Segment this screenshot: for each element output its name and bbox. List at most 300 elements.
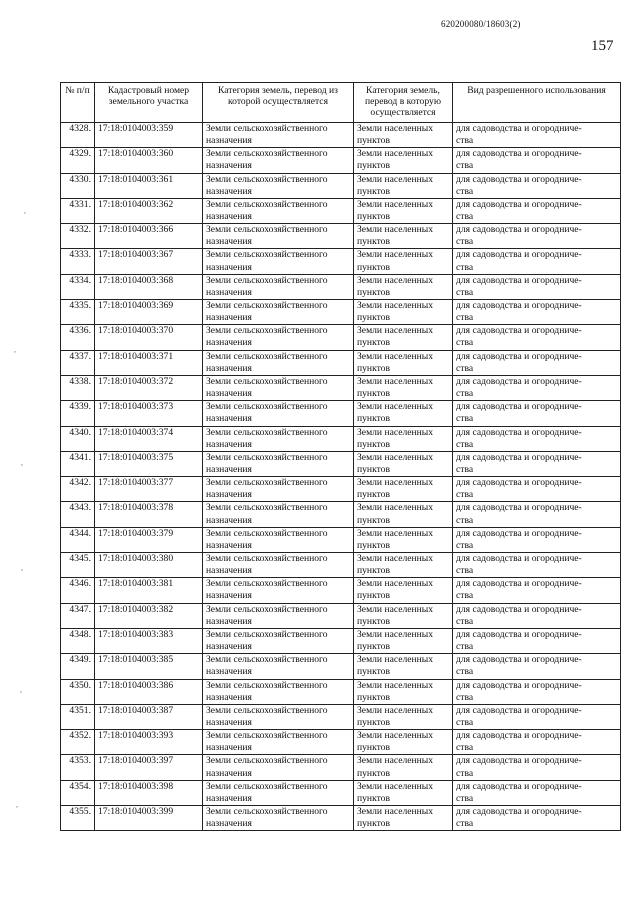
category-from-cell-text: назначения [206,590,252,602]
category-from-cell-text: назначения [206,818,252,830]
category-from-cell [203,123,354,148]
category-to-cell [354,375,453,400]
category-from-cell-text: назначения [206,236,252,248]
table-row [61,704,621,729]
cadastral-number-cell [95,274,203,299]
row-number-cell-text: 4342. [69,477,91,489]
category-to-cell [354,123,453,148]
category-from-cell [203,198,354,223]
category-from-cell [203,350,354,375]
permitted-use-cell-text: ства [456,337,474,349]
permitted-use-cell-text: для садоводства и огородниче- [456,173,582,185]
category-from-cell [203,224,354,249]
permitted-use-cell [453,148,621,173]
cadastral-number-cell [95,198,203,223]
cadastral-number-cell [95,603,203,628]
category-from-cell [203,274,354,299]
row-number-cell-text: 4328. [69,123,91,134]
category-to-cell-text: пунктов [357,261,390,273]
category-to-cell-text: пунктов [357,590,390,602]
category-from-cell-text: назначения [206,185,252,197]
row-number-cell-text: 4337. [69,350,91,362]
permitted-use-cell [453,578,621,603]
cadastral-number-cell-text: 17:18:0104003:380 [98,553,174,565]
row-number-cell [61,527,95,552]
row-number-cell-text: 4332. [69,224,91,236]
margin-mark: , [21,458,23,467]
table-row [61,578,621,603]
row-number-cell-text: 4334. [69,274,91,286]
permitted-use-cell-text: ства [456,312,474,324]
category-to-cell-text: пунктов [357,312,390,324]
table-row [61,426,621,451]
row-number-cell [61,224,95,249]
category-to-cell-text: пунктов [357,615,390,627]
cadastral-number-cell-text: 17:18:0104003:382 [98,603,174,615]
column-header-cadastral: Кадастровый номер земельного участка [95,83,203,123]
category-from-cell [203,755,354,780]
table-row [61,300,621,325]
cadastral-number-cell-text: 17:18:0104003:373 [98,401,174,413]
cadastral-number-cell-text: 17:18:0104003:399 [98,806,174,818]
row-number-cell [61,274,95,299]
row-number-cell-text: 4333. [69,249,91,261]
column-header-permitted-use: Вид разрешенного использования [453,83,621,123]
permitted-use-cell [453,375,621,400]
row-number-cell-text: 4351. [69,704,91,716]
permitted-use-cell [453,477,621,502]
category-from-cell-text: Земли сельскохозяйственного [206,224,328,236]
category-to-cell-text: Земли населенных [357,553,434,565]
category-from-cell [203,578,354,603]
row-number-cell-text: 4340. [69,426,91,438]
cadastral-number-cell-text: 17:18:0104003:385 [98,654,174,666]
category-from-cell-text: Земли сельскохозяйственного [206,375,328,387]
table-row [61,527,621,552]
permitted-use-cell-text: для садоводства и огородниче- [456,730,582,742]
category-from-cell-text: Земли сельскохозяйственного [206,755,328,767]
row-number-cell-text: 4352. [69,730,91,742]
category-to-cell-text: пунктов [357,438,390,450]
permitted-use-cell-text: для садоводства и огородниче- [456,249,582,261]
row-number-cell-text: 4344. [69,527,91,539]
margin-mark: , [16,800,18,809]
permitted-use-cell-text: для садоводства и огородниче- [456,224,582,236]
cadastral-number-cell-text: 17:18:0104003:360 [98,148,174,160]
row-number-cell [61,198,95,223]
row-number-cell [61,451,95,476]
row-number-cell [61,679,95,704]
permitted-use-cell-text: ства [456,565,474,577]
category-to-cell-text: Земли населенных [357,806,434,818]
category-to-cell-text: Земли населенных [357,679,434,691]
row-number-cell-text: 4350. [69,679,91,691]
category-to-cell-text: пунктов [357,691,390,703]
table-row [61,780,621,805]
row-number-cell [61,603,95,628]
category-to-cell-text: пунктов [357,286,390,298]
category-to-cell-text: пунктов [357,767,390,779]
category-from-cell-text: назначения [206,312,252,324]
permitted-use-cell-text: ства [456,438,474,450]
category-from-cell-text: назначения [206,666,252,678]
category-from-cell-text: назначения [206,792,252,804]
document-code: 620200080/18603(2) [441,19,521,29]
cadastral-number-cell-text: 17:18:0104003:398 [98,780,174,792]
category-to-cell-text: Земли населенных [357,477,434,489]
permitted-use-cell-text: для садоводства и огородниче- [456,325,582,337]
category-from-cell-text: назначения [206,691,252,703]
permitted-use-cell [453,806,621,831]
permitted-use-cell-text: ства [456,742,474,754]
permitted-use-cell [453,679,621,704]
permitted-use-cell [453,350,621,375]
category-to-cell-text: Земли населенных [357,527,434,539]
row-number-cell [61,654,95,679]
row-number-cell [61,123,95,148]
row-number-cell-text: 4353. [69,755,91,767]
category-to-cell-text: Земли населенных [357,704,434,716]
cadastral-number-cell-text: 17:18:0104003:366 [98,224,174,236]
category-from-cell [203,249,354,274]
category-from-cell [203,451,354,476]
permitted-use-cell-text: для садоводства и огородниче- [456,553,582,565]
category-from-cell-text: назначения [206,565,252,577]
permitted-use-cell-text: для садоводства и огородниче- [456,704,582,716]
category-from-cell-text: Земли сельскохозяйственного [206,401,328,413]
permitted-use-cell [453,755,621,780]
permitted-use-cell-text: для садоводства и огородниче- [456,806,582,818]
category-from-cell [203,375,354,400]
category-to-cell-text: Земли населенных [357,578,434,590]
category-to-cell [354,603,453,628]
table-row [61,806,621,831]
row-number-cell [61,325,95,350]
category-to-cell-text: Земли населенных [357,350,434,362]
category-from-cell-text: Земли сельскохозяйственного [206,300,328,312]
cadastral-number-cell-text: 17:18:0104003:375 [98,451,174,463]
cadastral-number-cell-text: 17:18:0104003:379 [98,527,174,539]
margin-mark: , [21,563,23,572]
category-from-cell-text: Земли сельскохозяйственного [206,274,328,286]
category-to-cell-text: Земли населенных [357,628,434,640]
category-from-cell-text: Земли сельскохозяйственного [206,806,328,818]
cadastral-number-cell [95,325,203,350]
category-from-cell [203,806,354,831]
permitted-use-cell-text: ства [456,641,474,653]
category-to-cell [354,679,453,704]
cadastral-number-cell-text: 17:18:0104003:378 [98,502,174,514]
category-from-cell-text: назначения [206,514,252,526]
row-number-cell-text: 4346. [69,578,91,590]
category-to-cell-text: Земли населенных [357,224,434,236]
permitted-use-cell [453,123,621,148]
permitted-use-cell-text: ства [456,210,474,222]
cadastral-number-cell-text: 17:18:0104003:361 [98,173,174,185]
category-to-cell [354,198,453,223]
category-from-cell-text: назначения [206,388,252,400]
category-from-cell-text: назначения [206,539,252,551]
cadastral-number-cell [95,527,203,552]
category-to-cell [354,704,453,729]
category-from-cell-text: Земли сельскохозяйственного [206,173,328,185]
category-to-cell-text: пунктов [357,160,390,172]
table-row [61,123,621,148]
cadastral-number-cell [95,730,203,755]
permitted-use-cell [453,173,621,198]
cadastral-number-cell [95,553,203,578]
permitted-use-cell-text: для садоводства и огородниче- [456,527,582,539]
cadastral-number-cell-text: 17:18:0104003:362 [98,198,174,210]
row-number-cell [61,173,95,198]
category-to-cell [354,224,453,249]
permitted-use-cell [453,628,621,653]
cadastral-number-cell-text: 17:18:0104003:367 [98,249,174,261]
category-from-cell-text: назначения [206,489,252,501]
category-to-cell [354,249,453,274]
category-to-cell [354,350,453,375]
permitted-use-cell [453,325,621,350]
category-to-cell-text: пунктов [357,362,390,374]
category-to-cell-text: Земли населенных [357,755,434,767]
cadastral-number-cell [95,477,203,502]
category-to-cell-text: пунктов [357,236,390,248]
category-from-cell-text: Земли сельскохозяйственного [206,704,328,716]
category-to-cell [354,780,453,805]
category-from-cell-text: назначения [206,641,252,653]
row-number-cell [61,300,95,325]
permitted-use-cell-text: ства [456,792,474,804]
permitted-use-cell-text: для садоводства и огородниче- [456,401,582,413]
permitted-use-cell [453,730,621,755]
cadastral-number-cell-text: 17:18:0104003:372 [98,375,174,387]
permitted-use-cell-text: ства [456,160,474,172]
category-to-cell-text: Земли населенных [357,730,434,742]
table-row [61,502,621,527]
table-row [61,350,621,375]
margin-mark: , [24,206,26,215]
category-from-cell-text: назначения [206,362,252,374]
cadastral-number-cell-text: 17:18:0104003:381 [98,578,174,590]
category-from-cell-text: Земли сельскохозяйственного [206,350,328,362]
permitted-use-cell-text: ства [456,236,474,248]
permitted-use-cell-text: ства [456,666,474,678]
row-number-cell-text: 4335. [69,300,91,312]
category-to-cell-text: Земли населенных [357,780,434,792]
category-to-cell-text: пунктов [357,489,390,501]
page-number: 157 [591,38,614,54]
category-from-cell-text: Земли сельскохозяйственного [206,477,328,489]
category-from-cell [203,300,354,325]
category-from-cell-text: Земли сельскохозяйственного [206,123,328,134]
table-row [61,451,621,476]
margin-mark: , [14,345,16,354]
permitted-use-cell-text: для садоводства и огородниче- [456,123,582,134]
table-row [61,553,621,578]
permitted-use-cell-text: ства [456,590,474,602]
category-from-cell-text: Земли сельскохозяйственного [206,603,328,615]
row-number-cell-text: 4339. [69,401,91,413]
permitted-use-cell-text: для садоводства и огородниче- [456,780,582,792]
row-number-cell-text: 4331. [69,198,91,210]
category-from-cell [203,477,354,502]
category-from-cell-text: назначения [206,413,252,425]
row-number-cell-text: 4347. [69,603,91,615]
row-number-cell-text: 4330. [69,173,91,185]
category-from-cell-text: назначения [206,160,252,172]
category-to-cell [354,325,453,350]
category-to-cell [354,730,453,755]
cadastral-number-cell-text: 17:18:0104003:393 [98,730,174,742]
category-to-cell-text: Земли населенных [357,401,434,413]
category-to-cell-text: пунктов [357,565,390,577]
cadastral-number-cell [95,249,203,274]
row-number-cell [61,806,95,831]
row-number-cell [61,148,95,173]
category-from-cell-text: назначения [206,767,252,779]
cadastral-number-cell-text: 17:18:0104003:377 [98,477,174,489]
permitted-use-cell-text: для садоводства и огородниче- [456,300,582,312]
permitted-use-cell-text: для садоводства и огородниче- [456,148,582,160]
category-from-cell-text: Земли сельскохозяйственного [206,249,328,261]
permitted-use-cell-text: для садоводства и огородниче- [456,502,582,514]
permitted-use-cell-text: для садоводства и огородниче- [456,274,582,286]
category-to-cell-text: пунктов [357,337,390,349]
permitted-use-cell [453,426,621,451]
permitted-use-cell-text: ства [456,362,474,374]
permitted-use-cell-text: для садоводства и огородниче- [456,350,582,362]
cadastral-number-cell [95,350,203,375]
category-to-cell [354,628,453,653]
category-to-cell-text: пунктов [357,413,390,425]
category-from-cell-text: назначения [206,716,252,728]
category-from-cell [203,401,354,426]
cadastral-number-cell-text: 17:18:0104003:368 [98,274,174,286]
category-to-cell-text: Земли населенных [357,249,434,261]
permitted-use-cell [453,451,621,476]
table-row [61,628,621,653]
row-number-cell [61,426,95,451]
permitted-use-cell-text: ства [456,539,474,551]
category-to-cell [354,148,453,173]
permitted-use-cell-text: ства [456,514,474,526]
category-to-cell-text: Земли населенных [357,451,434,463]
category-from-cell [203,502,354,527]
permitted-use-cell [453,300,621,325]
category-from-cell-text: Земли сельскохозяйственного [206,502,328,514]
category-from-cell-text: Земли сельскохозяйственного [206,730,328,742]
table-row [61,274,621,299]
table-row [61,603,621,628]
cadastral-number-cell-text: 17:18:0104003:371 [98,350,174,362]
category-to-cell [354,274,453,299]
category-from-cell [203,553,354,578]
permitted-use-cell-text: для садоводства и огородниче- [456,679,582,691]
category-to-cell-text: пунктов [357,210,390,222]
category-from-cell [203,730,354,755]
row-number-cell [61,350,95,375]
category-from-cell-text: Земли сельскохозяйственного [206,148,328,160]
table-row [61,375,621,400]
row-number-cell [61,730,95,755]
category-from-cell [203,148,354,173]
cadastral-number-cell [95,502,203,527]
permitted-use-cell-text: ства [456,185,474,197]
category-to-cell-text: Земли населенных [357,173,434,185]
category-from-cell-text: Земли сельскохозяйственного [206,578,328,590]
table-row [61,148,621,173]
permitted-use-cell [453,274,621,299]
category-to-cell-text: пунктов [357,463,390,475]
category-from-cell-text: Земли сельскохозяйственного [206,451,328,463]
category-to-cell [354,477,453,502]
category-to-cell [354,426,453,451]
category-from-cell-text: Земли сельскохозяйственного [206,553,328,565]
category-to-cell-text: Земли населенных [357,274,434,286]
row-number-cell-text: 4348. [69,628,91,640]
category-to-cell-text: пунктов [357,388,390,400]
category-from-cell-text: Земли сельскохозяйственного [206,198,328,210]
category-from-cell-text: назначения [206,210,252,222]
permitted-use-cell [453,527,621,552]
category-to-cell-text: пунктов [357,514,390,526]
row-number-cell [61,704,95,729]
row-number-cell-text: 4329. [69,148,91,160]
category-to-cell [354,755,453,780]
table-row [61,198,621,223]
category-to-cell-text: Земли населенных [357,148,434,160]
category-from-cell [203,654,354,679]
table-row [61,477,621,502]
cadastral-number-cell-text: 17:18:0104003:397 [98,755,174,767]
cadastral-number-cell [95,451,203,476]
row-number-cell-text: 4336. [69,325,91,337]
category-to-cell-text: Земли населенных [357,198,434,210]
category-from-cell [203,325,354,350]
category-to-cell-text: пунктов [357,792,390,804]
category-to-cell [354,401,453,426]
cadastral-number-cell [95,578,203,603]
category-to-cell-text: пунктов [357,716,390,728]
cadastral-number-cell [95,224,203,249]
row-number-cell [61,553,95,578]
row-number-cell-text: 4341. [69,451,91,463]
category-from-cell [203,780,354,805]
category-to-cell-text: Земли населенных [357,426,434,438]
category-to-cell [354,173,453,198]
permitted-use-cell-text: ства [456,413,474,425]
category-to-cell-text: пунктов [357,135,390,147]
row-number-cell [61,755,95,780]
cadastral-number-cell [95,123,203,148]
category-from-cell-text: назначения [206,135,252,147]
cadastral-number-cell [95,401,203,426]
permitted-use-cell [453,502,621,527]
permitted-use-cell-text: для садоводства и огородниче- [456,628,582,640]
category-from-cell-text: Земли сельскохозяйственного [206,527,328,539]
cadastral-number-cell-text: 17:18:0104003:370 [98,325,174,337]
category-to-cell [354,451,453,476]
row-number-cell-text: 4345. [69,553,91,565]
category-from-cell [203,426,354,451]
row-number-cell-text: 4338. [69,375,91,387]
cadastral-number-cell [95,679,203,704]
category-from-cell [203,704,354,729]
cadastral-number-cell-text: 17:18:0104003:374 [98,426,174,438]
cadastral-number-cell [95,426,203,451]
category-from-cell-text: Земли сельскохозяйственного [206,426,328,438]
row-number-cell [61,578,95,603]
